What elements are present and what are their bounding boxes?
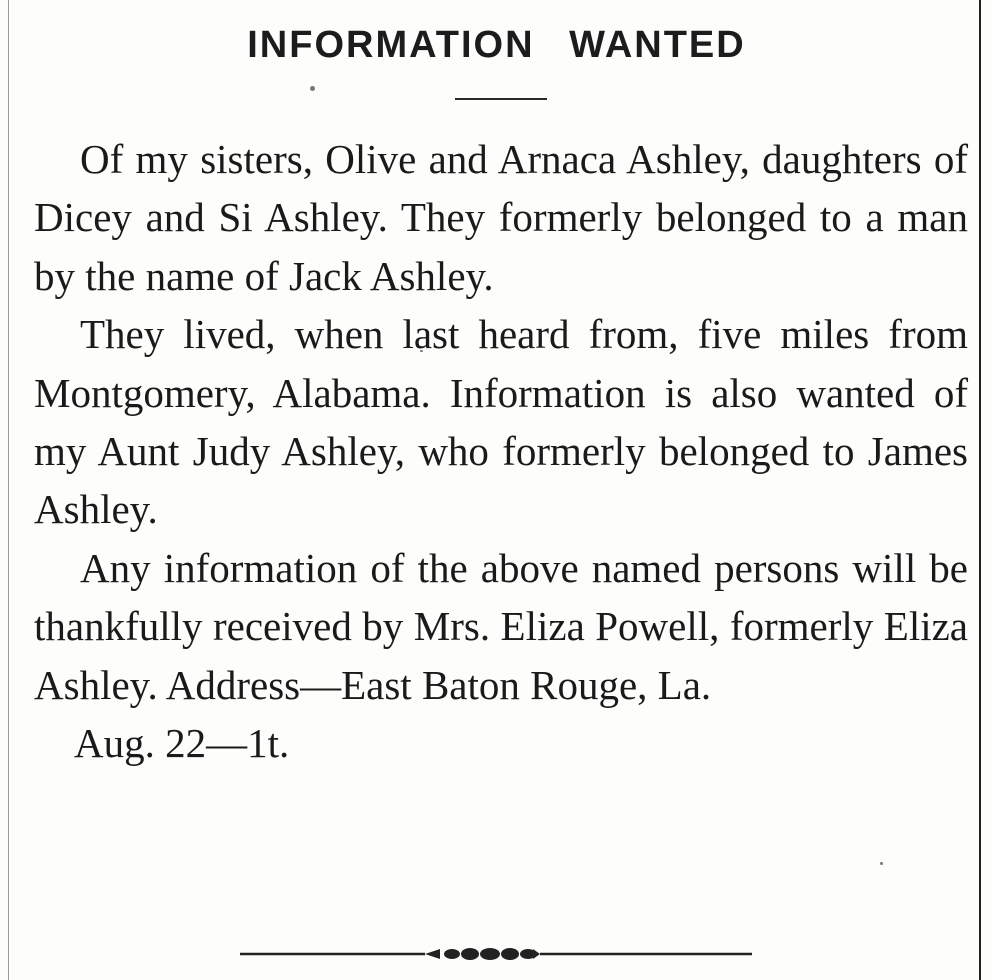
paragraph-sisters: Of my sisters, Olive and Arnaca Ashley, daughters of Dicey and Si Ashley. They formerly belonged to a man by the name of Jack Ashley. (34, 136, 968, 299)
right-column-rule (979, 0, 981, 980)
dateline: Aug. 22—1t. (74, 720, 290, 767)
ink-speck (880, 862, 883, 865)
ink-speck (310, 86, 315, 91)
paragraph-contact: Any information of the above named persons will be thankfully received by Mrs. Eliza Powell, formerly Eliza Ashley. Address—East Baton Rouge, La. (34, 544, 968, 708)
headline: INFORMATION WANTED (247, 24, 746, 66)
notice-body (34, 130, 968, 772)
paragraph-aunt: They lived, when last heard from, five miles from Montgomery, Alabama. Information is also wanted of my Aunt Judy Ashley, who formerly belonged to James Ashley. (34, 311, 968, 533)
headline-rule (455, 98, 547, 100)
left-column-rule (8, 0, 9, 980)
closing-ornament-rule (240, 944, 752, 964)
